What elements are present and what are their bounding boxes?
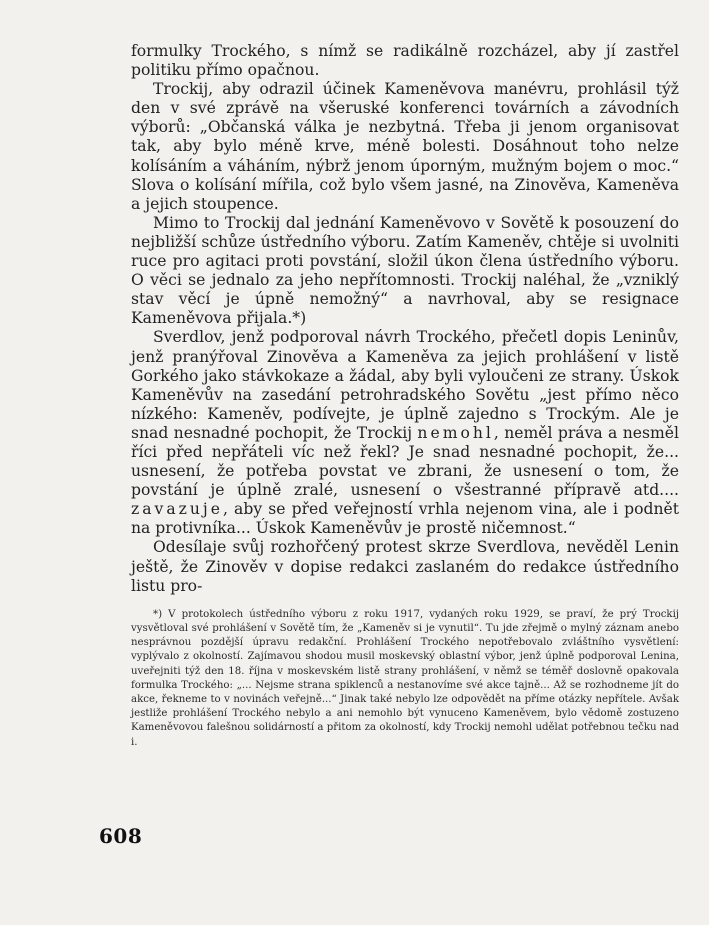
paragraph-4-part-2: , neměl práva a nesměl říci před nepřáteli víc než řekl? Je snad nesnadné pochopit, že... usnesení, že potřeba povstat ve zbrani, že usnesení o tom, že povstání je úplně zralé, usnesení o všestranné přípravě atd.... xyxy=(131,423,679,500)
page-content xyxy=(131,42,679,750)
footnote: *) V protokolech ústředního výboru z roku 1917, vydaných roku 1929, se praví, že prý Trockij vysvětloval své prohlášení v Sovětě tím, že „Kameněv si je vynutil“. Tu jde zřejmě o mylný záznam anebo nesprávnou pozdější úpravu redakční. Prohlášení Trockého nepotřebovalo zvláštního vysvětlení: vyplývalo z okolností. Zajímavou shodou musil moskevský oblastní výbor, jenž úplně podporoval Lenina, uveřejniti týž den 18. října v moskevském listě strany prohlášení, v němž se téměř doslovně opakovala formulka Trockého: „... Nejsme strana spiklenců a nestanovíme své akce tajně... Až se rozhodneme jít do akce, řekneme to v novinách veřejně...“ Jinak také nebylo lze odpovědět na příme otázky nepřítele. Avšak jestliže prohlášení Trockého nebylo a ani nemohlo být vynuceno Kameněvem, bylo vědomě zostuzeno Kameněvovou falešnou solidárností a přitom za okolností, kdy Trockij nemohl udělat potřebnou tečku nad i. xyxy=(131,608,679,748)
paragraph-4 xyxy=(131,328,679,538)
paragraph-5: Odesílaje svůj rozhořčený protest skrze Sverdlova, nevěděl Lenin ještě, že Zinověv v dopise redakci zaslaném do redakce ústředního listu pro- xyxy=(131,538,679,595)
spaced-word-nemohl: nemohl xyxy=(417,423,494,442)
paragraph-1: formulky Trockého, s nímž se radikálně rozcházel, aby jí zastřel politiku přímo opačnou. xyxy=(131,42,679,80)
paragraph-2: Trockij, aby odrazil účinek Kameněvova manévru, prohlásil týž den v své zprávě na všeruské konferenci továrních a závodních výborů: „Občanská válka je nezbytná. Třeba ji jenom organisovat tak, aby bylo méně krve, méně bolesti. Dosáhnout toho nelze kolísáním a váháním, nýbrž jenom úporným, mužným bojem o moc.“ Slova o kolísání mířila, což bylo všem jasné, na Zinověva, Kameněva a jejich stoupence. xyxy=(131,80,679,213)
paragraph-4-part-3: , aby se před veřejností vrhla nejenom vina, ale i podnět na protivníka... Úskok Kameněvův je prostě ničemnost.“ xyxy=(131,500,679,538)
body-text xyxy=(131,42,679,596)
paragraph-4-part-1: Sverdlov, jenž podporoval návrh Trockého, přečetl dopis Leninův, jenž pranýřoval Zinověva a Kameněva za jejich prohlášení v listě Gorkého jako stávkokaze a žádal, aby byli vyloučeni ze strany. Úskok Kameněvův na zasedání petrohradského Sovětu „jest přímo něco nízkého: Kameněv, podívejte, je úplně zajedno s Trockým. Ale je snad nesnadné pochopit, že Trockij xyxy=(131,328,679,442)
spaced-word-zavazuje: zavazuje xyxy=(131,500,223,519)
paragraph-3: Mimo to Trockij dal jednání Kameněvovo v Sovětě k posouzení do nejbližší schůze ústředního výboru. Zatím Kameněv, chtěje si uvolniti ruce pro agitaci proti povstání, složil úkon člena ústředního výboru. O věci se jednalo za jeho nepřítomnosti. Trockij naléhal, že „vzniklý stav věcí je úpně nemožný“ a navrhoval, aby se resignace Kameněvova přijala.*) xyxy=(131,213,679,328)
page-number: 608 xyxy=(99,824,143,848)
